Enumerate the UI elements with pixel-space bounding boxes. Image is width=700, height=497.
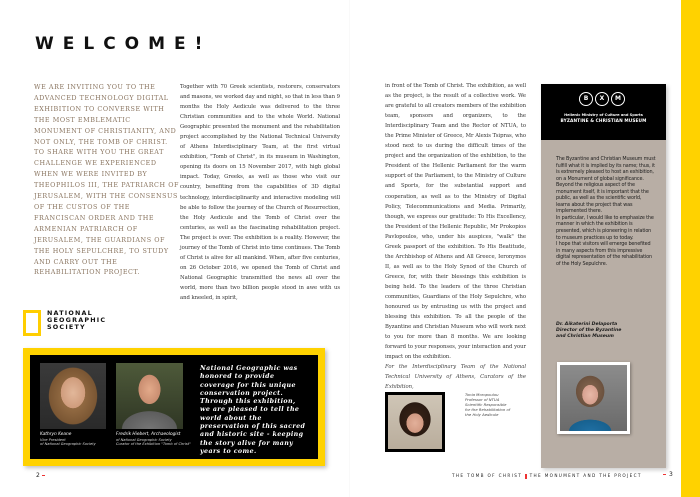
museum-logo-icon (579, 92, 625, 106)
signatory-role: Professor of NTUA (465, 397, 500, 403)
signatory-caption (465, 392, 535, 417)
museum-paragraph: Beyond the religious aspect of the monument itself, it is important that the public, as well as the scientific world, learns about the project that was implemented there. (556, 182, 649, 215)
caption-role: of National Geographic Society (116, 437, 172, 442)
logo-line-1: NATIONAL (47, 309, 93, 317)
caption-name: Fredrik Hiebert, Archaeologist (116, 432, 181, 437)
yellow-edge-stripe (681, 0, 700, 497)
logo-letter-b: B (579, 92, 593, 106)
caption-role: Vice President (40, 437, 66, 442)
photo-kathryn-keane (40, 363, 106, 429)
page-number-right (663, 471, 673, 478)
museum-name: BYZANTINE & CHRISTIAN MUSEUM (560, 119, 647, 124)
logo-line-3: SOCIETY (47, 323, 86, 331)
running-footer (452, 473, 642, 479)
caption-name: Kathryn Keane (40, 432, 72, 437)
ngs-logo-text (47, 310, 106, 331)
footer-subtitle: THE MONUMENT AND THE PROJECT (529, 473, 642, 478)
page-number-left (36, 472, 45, 479)
director-name: Dr. Aikaterini Delaporta (556, 322, 618, 327)
page-title: WELCOME! (35, 34, 212, 54)
yellow-border-icon (23, 310, 41, 336)
national-geographic-logo (23, 310, 106, 336)
director-role: Director of the Byzantine (556, 327, 622, 333)
caption-role: Curator of the Exhibition "Tomb of Christ" (116, 442, 191, 447)
caption-kathryn-keane (40, 433, 112, 447)
director-role: and Christian Museum (556, 333, 614, 339)
page-number: 3 (669, 471, 673, 478)
caption-role: of National Geographic Society (40, 442, 96, 447)
signatory-role: the Holy Aedicule (465, 412, 499, 418)
red-dash-icon (42, 475, 45, 476)
museum-paragraph: In particular, I would like to emphasize the manner in which the exhibition is presented, which is pioneering in relation to museum practices up to today. (556, 214, 654, 241)
signatory-name: Tonia Moropoulou (465, 392, 499, 397)
signatory-role: Scientific Responsible (465, 402, 507, 408)
photo-frame-tonia-moropoulou (385, 392, 445, 452)
red-dash-icon (663, 474, 666, 475)
red-separator-icon (525, 474, 527, 479)
footer-title: THE TOMB OF CHRIST (452, 473, 523, 478)
signatory-role: for the Rehabilitation of (465, 407, 511, 413)
intro-text: WE ARE INVITING YOU TO THE ADVANCED TECHNOLOGY DIGITAL EXHIBITION TO CONVERSE WITH THE MOST EMBLEMATIC MONUMENT OF CHRISTIANITY, AND NOT ONLY, THE TOMB OF CHRIST. TO SHARE WITH YOU THE GREAT CHALLENGE WE EXPERIENCED WHEN WE WERE INVITED BY THEOPHILOS III, THE PATRIARCH OF JERUSALEM, WITH THE CONSENSUS OF THE CUSTOS OF THE FRANCISCAN ORDER AND THE ARMENIAN PATRIARCH OF JERUSALEM, THE GUARDIANS OF THE HOLY SEPULCHRE, TO STUDY AND CARRY OUT THE REHABILITATION PROJECT. (34, 83, 179, 277)
logo-line-2: GEOGRAPHIC (47, 316, 107, 324)
ministry-name: Hellenic Ministry of Culture and Sports (564, 113, 643, 117)
museum-signature (556, 322, 656, 339)
body-text-column-2 (385, 81, 526, 392)
museum-sidebar (541, 84, 666, 468)
logo-letter-m: M (611, 92, 625, 106)
photo-frame-director (557, 362, 630, 434)
museum-paragraph: I hope that visitors will emerge benefited in many aspects from this impressive digital representation of the rehabilitation of the Holy Sepulchre. (556, 241, 652, 267)
photo-fredrik-hiebert (116, 363, 183, 429)
body-text-column-1: Together with 70 Greek scientists, restorers, conservators and masons, we worked day and night, so that in less than 9 months the Holy Aedicule was delivered to the three Christian communities and to the whole World. National Geographic presented the monument and the rehabilitation project accomplished by the National Technical University of Athens Interdisciplinary Team, at the first virtual exhibition, "Tomb of Christ", in its museum in Washington, opening its doors on 15 November 2017, with high global impact. Today, Greeks, as well as those who visit our country, benefiting from the capabilities of 3D digital technology, interdisciplinarity and interactive modeling will be able to follow the journey of the Church of Resurrection, the Holy Aedicule and the Tomb of Christ over the centuries, as well as the fascinating rehabilitation project. The project is over. The exhibition is a reality. However, the journey of the Tomb of Christ into time continues. The Tomb of Christ is alive for all mankind. When, after five centuries, on 26 October 2016, we opened the Tomb of Christ and National Geographic transmitted the news all over the world, more than two billion people stood in awe with us and kneeled, in spirit, (180, 84, 340, 301)
credit-line: For the Interdisciplinary Team of the National Technical University of Athens, Curators of the Exhibition, (385, 364, 526, 391)
body-text: in front of the Tomb of Christ. The exhibition, as well as the project, is the result of a collective work. We are grateful to all creators members of the exhibition team, sponsors and organizers, to the Interdisciplinary Team and the Rector of NTUA, to the Prime Minister of Greece, Mr Alexis Tsipras, who stood next to us during the difficult times of the project and the organization of the exhibition, to the President of the Hellenic Parliament for the warm support of the Parliament, to the Ministry of Culture and Sports, for the substantial support and cooperation, as well as to the Ministry of Digital Policy, Telecommunications and Media. Primarily, though, we express our gratitude: To His Excellency, the President of the Hellenic Republic, Mr Prokopios Pavlopoulos, who, under his auspices, "walk" the Greek passport of the exhibition. To His Beatitude, the Archbishop of Athens and All Greece, Ieronymos II, as well as to the Holy Synod of the Church of Greece, for, with their blessings this exhibition is being held. To the leaders of the three Christian communities, Guardians of the Holy Sepulchre, who honoured us by entrusting us with the project and blessing this exhibition. To all the people of the Byzantine and Christian Museum who will work next to you for more than 8 months. We are looking forward to your responses, your interaction and your impact on the exhibition. (385, 83, 526, 361)
museum-paragraph: The Byzantine and Christian Museum must fulfill what it is implied by its name; thus, it is extremely pleased to host an exhibition, on a Monument of global significance. (556, 156, 656, 182)
photo-director (560, 365, 627, 431)
national-geographic-box (23, 348, 325, 466)
photo-tonia-moropoulou (388, 395, 442, 449)
ng-box-inner (30, 355, 318, 459)
ng-quote: National Geographic was honored to provide coverage for this unique conservation project. Through this exhibition, we are pleased to tell the world about the preservation of this sacred and historic site - keeping the story alive for many years to come. (200, 365, 306, 455)
caption-fredrik-hiebert (116, 433, 196, 447)
museum-statement (556, 156, 656, 267)
logo-letter-x: X (595, 92, 609, 106)
museum-header (541, 84, 666, 140)
page-number: 2 (36, 472, 40, 479)
